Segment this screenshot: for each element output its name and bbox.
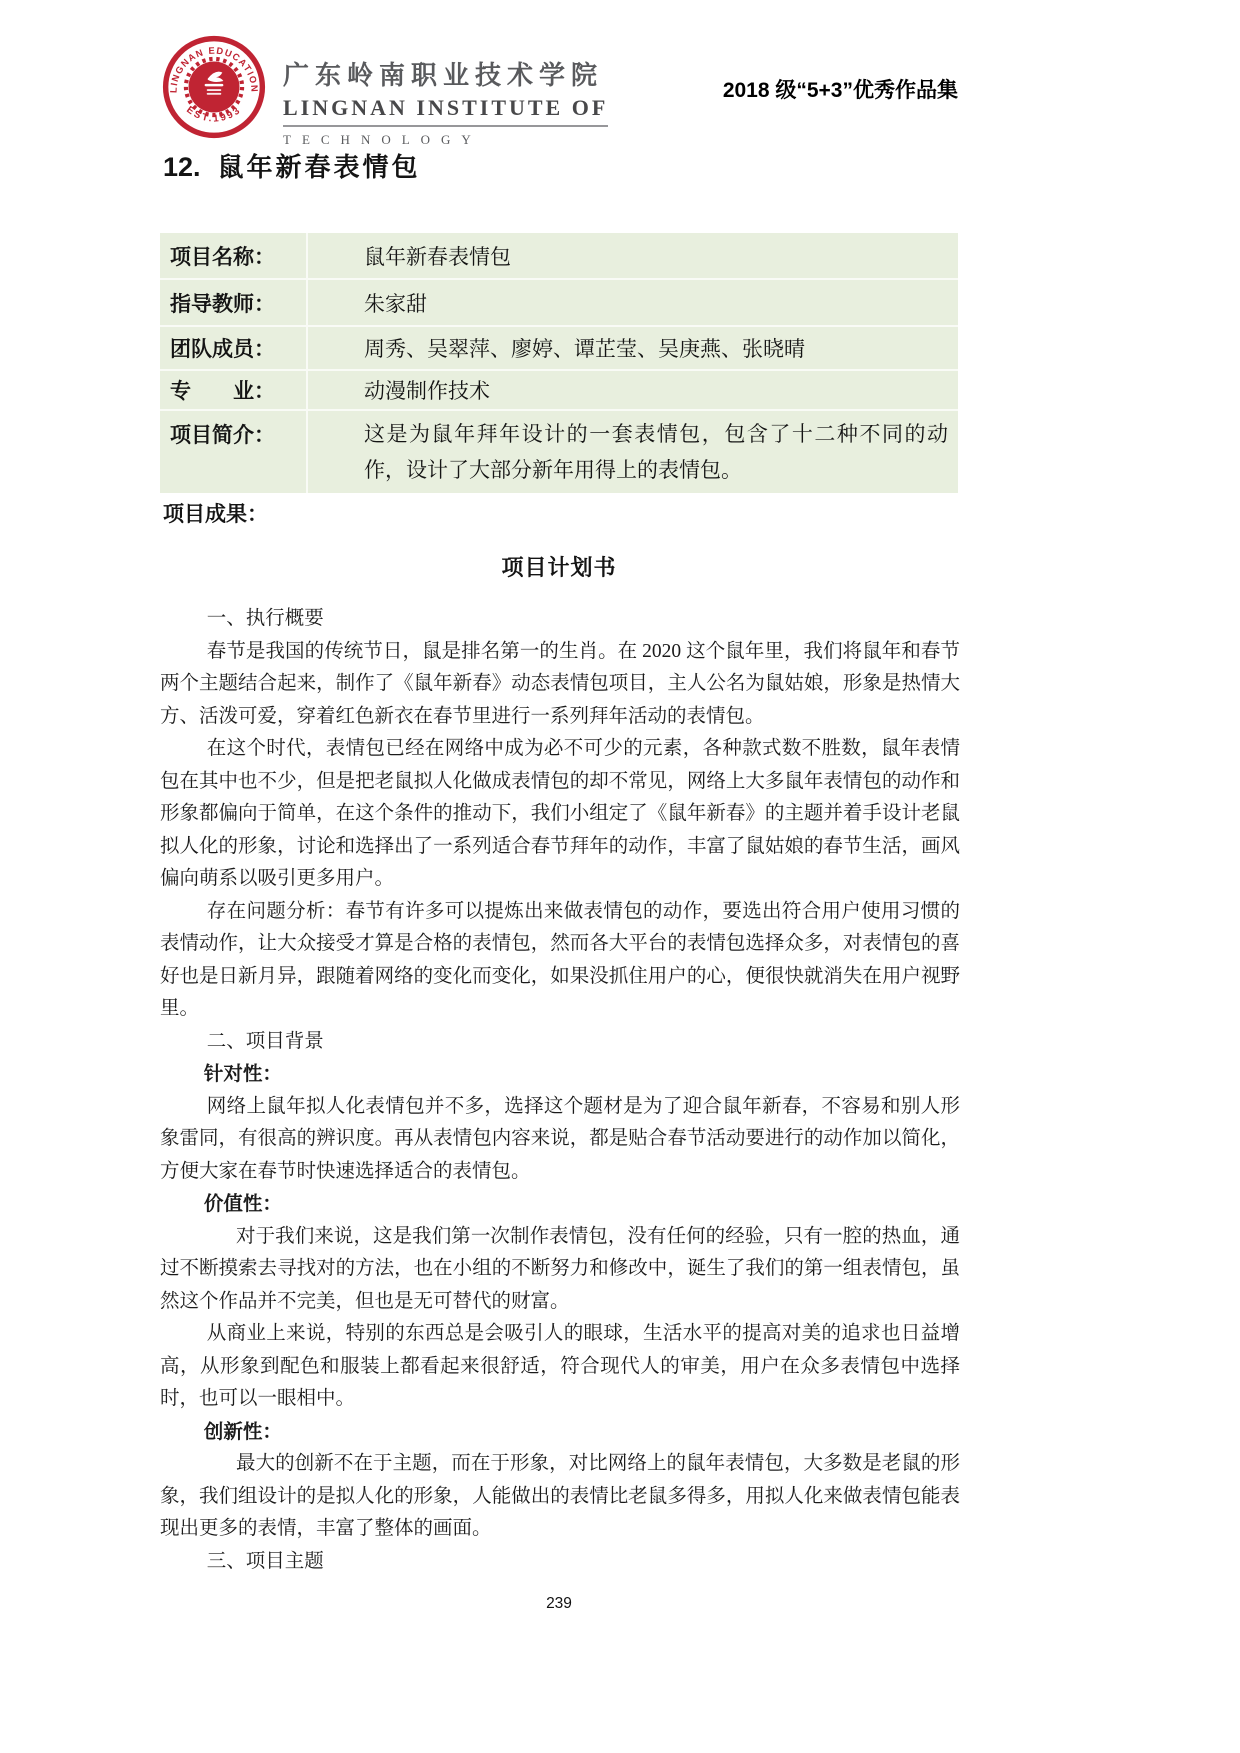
school-seal-icon xyxy=(161,35,267,144)
paragraph: 存在问题分析：春节有许多可以提炼出来做表情包的动作，要选出符合用户使用习惯的表情动作，让大众接受才算是合格的表情包，然而各大平台的表情包选择众多，对表情包的喜好也是日新月异，跟随着网络的变化而变化，如果没抓住用户的心，便很快就消失在用户视野里。 xyxy=(160,900,960,1019)
section-heading-3: 三、项目主题 xyxy=(206,1550,324,1572)
seal-ring-bottom-text: EST.1993 xyxy=(184,104,244,125)
section-heading-2: 二、项目背景 xyxy=(206,1030,324,1052)
page-title-number: 12. xyxy=(163,152,201,182)
row-label: 项目简介： xyxy=(160,411,308,493)
row-label: 团队成员： xyxy=(160,327,308,369)
paragraph: 在这个时代，表情包已经在网络中成为必不可少的元素，各种款式数不胜数，鼠年表情包在其中也不少，但是把老鼠拟人化做成表情包的却不常见，网络上大多鼠年表情包的动作和形象都偏向于简单，在这个条件的推动下，我们小组定了《鼠年新春》的主题并着手设计老鼠拟人化的形象，讨论和选择出了一系列适合春节拜年的动作，丰富了鼠姑娘的春节生活，画风偏向萌系以吸引更多用户。 xyxy=(160,738,960,889)
plan-body xyxy=(160,603,960,1578)
results-label: 项目成果： xyxy=(163,503,268,526)
row-value: 这是为鼠年拜年设计的一套表情包，包含了十二种不同的动作，设计了大部分新年用得上的表情包。 xyxy=(364,422,948,482)
table-row-major xyxy=(160,371,958,411)
subheading-pertinence: 针对性： xyxy=(203,1063,282,1085)
table-row-team-members xyxy=(160,327,958,371)
row-label: 项目名称： xyxy=(160,233,308,278)
project-info-table xyxy=(160,233,958,493)
table-row-advisor xyxy=(160,280,958,327)
row-value: 周秀、吴翠萍、廖婷、谭芷莹、吴庚燕、张晓晴 xyxy=(364,337,805,361)
row-value: 鼠年新春表情包 xyxy=(364,244,511,269)
paragraph: 网络上鼠年拟人化表情包并不多，选择这个题材是为了迎合鼠年新春，不容易和别人形象雷同，有很高的辨识度。再从表情包内容来说，都是贴合春节活动要进行的动作加以简化，方便大家在春节时快速选择适合的表情包。 xyxy=(160,1095,960,1182)
subheading-value: 价值性： xyxy=(203,1193,282,1215)
paragraph: 从商业上来说，特别的东西总是会吸引人的眼球，生活水平的提高对美的追求也日益增高，从形象到配色和服装上都看起来很舒适，符合现代人的审美，用户在众多表情包中选择时，也可以一眼相中。 xyxy=(160,1323,960,1409)
page-title xyxy=(163,147,421,184)
header-collection-title: 2018 级“5+3”优秀作品集 xyxy=(722,79,958,102)
school-name-en-line1: LINGNAN INSTITUTE OF xyxy=(283,95,608,127)
paragraph: 最大的创新不在于主题，而在于形象，对比网络上的鼠年表情包，大多数是老鼠的形象，我们组设计的是拟人化的形象，人能做出的表情比老鼠多得多，用拟人化来做表情包能表现出更多的表情，丰富了整体的画面。 xyxy=(160,1453,960,1539)
paragraph: 春节是我国的传统节日，鼠是排名第一的生肖。在 2020 这个鼠年里，我们将鼠年和春节两个主题结合起来，制作了《鼠年新春》动态表情包项目，主人公名为鼠姑娘，形象是热情大方、活泼可爱，穿着红色新衣在春节里进行一系列拜年活动的表情包。 xyxy=(160,640,960,727)
row-label: 指导教师： xyxy=(160,280,308,325)
subheading-innovation: 创新性： xyxy=(203,1420,282,1443)
row-label: 专 业： xyxy=(160,371,308,409)
table-row-project-name xyxy=(160,233,958,280)
paragraph: 对于我们来说，这是我们第一次制作表情包，没有任何的经验，只有一腔的热血，通过不断摸索去寻找对的方法，也在小组的不断努力和修改中，诞生了我们的第一组表情包，虽然这个作品并不完美，但也是无可替代的财富。 xyxy=(160,1225,960,1312)
page-number: 239 xyxy=(546,1595,572,1612)
plan-title: 项目计划书 xyxy=(501,555,617,580)
seal-ring-top-text: LINGNAN EDUCATION xyxy=(168,45,260,94)
section-heading-1: 一、执行概要 xyxy=(206,608,324,629)
school-name-en-line2: TECHNOLOGY xyxy=(283,132,482,147)
school-name-block xyxy=(283,55,663,148)
row-value: 动漫制作技术 xyxy=(364,379,490,403)
table-row-project-intro xyxy=(160,411,958,493)
row-value: 朱家甜 xyxy=(364,291,427,316)
page-title-text: 鼠年新春表情包 xyxy=(217,153,421,182)
school-name-cn: 广东岭南职业技术学院 xyxy=(283,60,604,90)
